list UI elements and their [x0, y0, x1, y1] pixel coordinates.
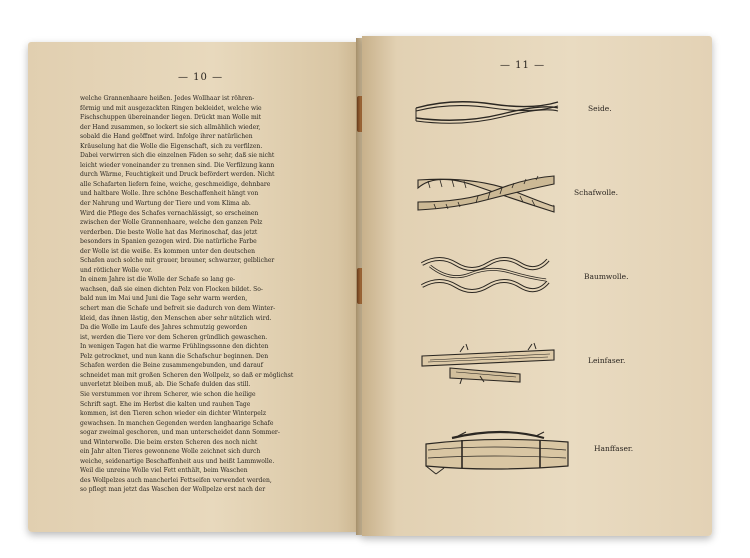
text-line: der Wolle ist die weiße. Es kommen unter den deutschen: [80, 247, 256, 255]
text-line: unverletzt bleiben muß, ab. Die Schafe dulden das still.: [80, 381, 251, 389]
flax-fiber-illustration: [420, 340, 556, 384]
fiber-label-hemp: Hanffaser.: [594, 444, 634, 453]
text-line: Schafen auch solche mit grauer, brauner, schwarzer, gelblicher: [80, 257, 275, 265]
text-line: Weil die unreine Wolle viel Fett enthält, beim Waschen: [80, 467, 248, 475]
text-line: durch Wärme, Feuchtigkeit und Druck befördert werden. Nicht: [80, 171, 275, 179]
text-line: besonders in Spanien gezogen wird. Die natürliche Farbe: [80, 238, 257, 246]
fiber-label-sheep-wool: Schafwolle.: [574, 188, 618, 197]
text-line: alle Schafarten liefern feine, weiche, geschmeidige, dehnbare: [80, 180, 271, 188]
hemp-fiber-illustration: [422, 426, 572, 478]
open-booklet: [22, 30, 722, 535]
text-line: Kräuselung hat die Wolle die Eigenschaft, sich zu verfilzen.: [80, 142, 263, 150]
text-line: ist, werden die Tiere vor dem Scheren gründlich gewaschen.: [80, 333, 268, 341]
text-line: schneidet man mit großen Scheren den Wollpelz, so daß er möglichst: [80, 371, 294, 379]
text-line: Pelz getrocknet, und nun kann die Schafschur beginnen. Den: [80, 352, 269, 360]
text-line: Schrift sagt. Ehe im Herbst die kalten und rauhen Tage: [80, 400, 251, 408]
text-line: der Hand zusammen, so lockert sie sich allmählich wieder,: [80, 123, 261, 131]
text-line: verderben. Die beste Wolle hat das Merinoschaf, das jetzt: [80, 228, 258, 236]
text-line: gewachsen. In manchen Gegenden werden langhaarige Schafe: [80, 419, 274, 427]
text-line: des Wollpelzes auch mancherlei Fettseifen verwendet werden,: [80, 476, 272, 484]
text-line: Schafen werden die Beine zusammengebunden, und darauf: [80, 362, 263, 370]
text-line: und rötlicher Wolle vor.: [80, 266, 153, 274]
sheep-wool-fiber-illustration: [416, 172, 556, 214]
page-number-left: — 10 —: [178, 72, 224, 83]
fiber-label-silk: Seide.: [588, 104, 612, 113]
text-line: bald nun im Mai und Juni die Tage sehr warm werden,: [80, 295, 248, 303]
silk-fiber-illustration: [412, 96, 562, 132]
cotton-fiber-illustration: [420, 252, 550, 298]
text-line: zwischen der Wolle Grannenhaare, welche den ganzen Pelz: [80, 219, 263, 227]
text-line: und haltbare Wolle. Ihre schöne Beschaffenheit hängt von: [80, 190, 259, 198]
text-line: leicht wieder voneinander zu trennen sind. Die Verfilzung kann: [80, 161, 275, 169]
text-line: In wenigen Tagen hat die warme Frühlingssonne den dichten: [80, 343, 269, 351]
text-line: kommen, ist den Tieren schon wieder ein dichter Winterpelz: [80, 410, 267, 418]
text-line: sobald die Hand geöffnet wird. Infolge ihrer natürlichen: [80, 133, 253, 141]
text-line: In einem Jahre ist die Wolle der Schafe so lang ge-: [80, 276, 236, 284]
text-line: und Winterwolle. Die beim ersten Scheren des noch nicht: [80, 438, 258, 446]
text-line: förmig und mit ausgezackten Ringen bekleidet, welche wie: [80, 104, 262, 112]
fiber-label-cotton: Baumwolle.: [584, 272, 629, 281]
text-line: Da die Wolle im Laufe des Jahres schmutzig geworden: [80, 324, 248, 332]
text-line: weiche, seidenartige Beschaffenheit aus und heißt Lammwolle.: [80, 457, 275, 465]
text-line: Fischschuppen übereinander liegen. Drückt man Wolle mit: [80, 114, 262, 122]
text-line: schert man die Schafe und befreit sie dadurch von dem Winter-: [80, 305, 276, 313]
text-line: so pflegt man jetzt das Waschen der Wollpelze erst nach der: [80, 486, 266, 494]
text-line: Sie verstummen vor ihrem Scherer, wie schon die heilige: [80, 390, 256, 398]
text-line: Wird die Pflege des Schafes vernachlässigt, so erscheinen: [80, 209, 259, 217]
text-line: welche Grannenhaare heißen. Jedes Wollhaar ist röhren-: [80, 95, 255, 102]
text-line: sogar zweimal geschoren, und man unterscheidet dann Sommer-: [80, 429, 280, 437]
text-line: Dabei verwirren sich die einzelnen Fäden so sehr, daß sie nicht: [80, 152, 275, 160]
text-line: der Nahrung und Wartung der Tiere und vom Klima ab.: [80, 200, 251, 208]
fiber-label-flax: Leinfaser.: [588, 356, 626, 365]
text-line: wachsen, daß sie einen dichten Pelz von Flocken bildet. So-: [80, 285, 263, 293]
right-page: [362, 36, 712, 536]
text-line: kleid, das ihnen lästig, den Menschen aber sehr nützlich wird.: [80, 314, 272, 322]
left-page: [28, 42, 364, 532]
text-line: ein Jahr alten Tieres gewonnene Wolle zeichnet sich durch: [80, 448, 261, 456]
body-text: [80, 94, 330, 495]
page-number-right: — 11 —: [500, 60, 546, 71]
